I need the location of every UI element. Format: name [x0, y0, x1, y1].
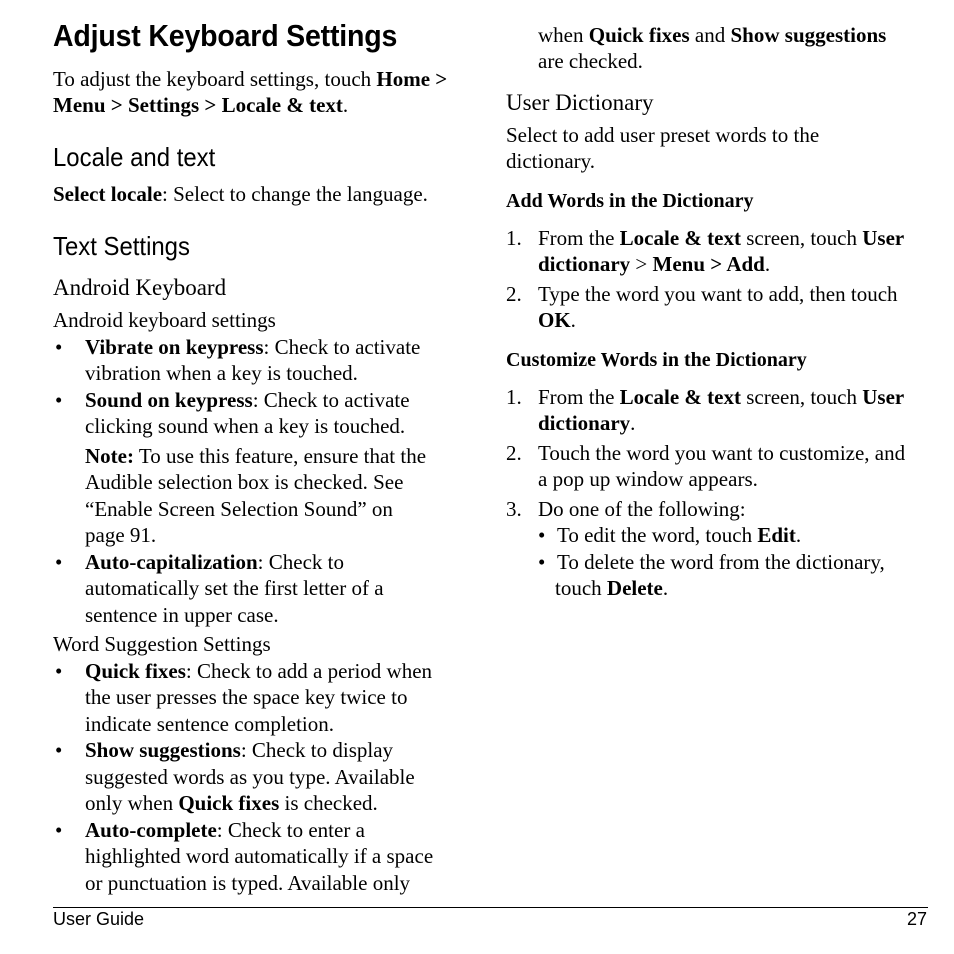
user-dictionary-line-2: dictionary.	[506, 149, 596, 173]
auto-complete-line-1: Auto-complete: Check to enter a	[85, 818, 365, 842]
autocap-line-1: Auto-capitalization: Check to	[85, 550, 344, 574]
bullet: •	[55, 659, 63, 683]
add-step-2-line-1: Type the word you want to add, then touch	[538, 282, 898, 306]
sound-line-2: clicking sound when a key is touched.	[85, 414, 406, 438]
customize-step-2-line-1: Touch the word you want to customize, and	[538, 441, 906, 465]
customize-step-3-line-1: Do one of the following:	[538, 497, 746, 521]
add-words-heading: Add Words in the Dictionary	[506, 190, 754, 212]
word-suggestion-sublabel: Word Suggestion Settings	[53, 632, 271, 656]
auto-complete-line-4: when Quick fixes and Show suggestions	[538, 23, 887, 47]
delete-sub-item-line-1: To delete the word from the dictionary,	[557, 550, 885, 574]
android-keyboard-sublabel: Android keyboard settings	[53, 308, 276, 332]
customize-step-2-line-2: a pop up window appears.	[538, 467, 758, 491]
step-number: 3.	[506, 497, 522, 521]
intro-line-2: Menu > Settings > Locale & text.	[53, 93, 349, 117]
bullet: •	[55, 738, 63, 762]
add-step-2-line-2: OK.	[538, 308, 576, 332]
autocap-line-2: automatically set the first letter of a	[85, 576, 384, 600]
user-dictionary-line-1: Select to add user preset words to the	[506, 123, 820, 147]
footer-rule	[53, 907, 928, 908]
page-number: 27	[906, 909, 927, 929]
auto-complete-line-2: highlighted word automatically if a space	[85, 844, 434, 868]
customize-step-1-line-2: dictionary.	[538, 411, 636, 435]
quick-fixes-line-1: Quick fixes: Check to add a period when	[85, 659, 433, 683]
bullet: •	[538, 550, 546, 574]
bullet: •	[55, 388, 63, 412]
bullet: •	[55, 818, 63, 842]
intro-line-1: To adjust the keyboard settings, touch Home >	[53, 67, 448, 91]
quick-fixes-line-2: the user presses the space key twice to	[85, 685, 408, 709]
show-suggestions-line-3: only when Quick fixes is checked.	[85, 791, 378, 815]
select-locale-item: Select locale: Select to change the language.	[53, 182, 428, 206]
customize-step-1-line-1: From the Locale & text screen, touch User	[538, 385, 905, 409]
vibrate-line-2: vibration when a key is touched.	[85, 361, 358, 385]
page-title: Adjust Keyboard Settings	[53, 18, 398, 53]
note-line-3: “Enable Screen Selection Sound” on	[85, 497, 393, 521]
add-step-1-line-2: dictionary > Menu > Add.	[538, 252, 771, 276]
delete-sub-item-line-2: touch Delete.	[555, 576, 669, 600]
note-line-1: Note: To use this feature, ensure that the	[85, 444, 427, 468]
add-step-1-line-1: From the Locale & text screen, touch User	[538, 226, 905, 250]
sound-line-1: Sound on keypress: Check to activate	[85, 388, 410, 412]
autocap-line-3: sentence in upper case.	[85, 603, 279, 627]
bullet: •	[55, 335, 63, 359]
vibrate-line-1: Vibrate on keypress: Check to activate	[85, 335, 421, 359]
bullet: •	[538, 523, 546, 547]
auto-complete-line-5: are checked.	[538, 49, 643, 73]
android-keyboard-heading: Android Keyboard	[53, 275, 227, 300]
customize-words-heading: Customize Words in the Dictionary	[506, 349, 807, 371]
step-number: 1.	[506, 226, 522, 250]
show-suggestions-line-2: suggested words as you type. Available	[85, 765, 415, 789]
locale-heading: Locale and text	[53, 142, 216, 172]
footer-title: User Guide	[53, 909, 145, 929]
user-dictionary-heading: User Dictionary	[506, 90, 654, 115]
show-suggestions-line-1: Show suggestions: Check to display	[85, 738, 394, 762]
text-settings-heading: Text Settings	[53, 231, 190, 261]
note-line-4: page 91.	[85, 523, 157, 547]
step-number: 2.	[506, 282, 522, 306]
edit-sub-item: To edit the word, touch Edit.	[557, 523, 802, 547]
step-number: 2.	[506, 441, 522, 465]
quick-fixes-line-3: indicate sentence completion.	[85, 712, 334, 736]
step-number: 1.	[506, 385, 522, 409]
bullet: •	[55, 550, 63, 574]
note-line-2: Audible selection box is checked. See	[85, 470, 404, 494]
auto-complete-line-3: or punctuation is typed. Available only	[85, 871, 411, 895]
